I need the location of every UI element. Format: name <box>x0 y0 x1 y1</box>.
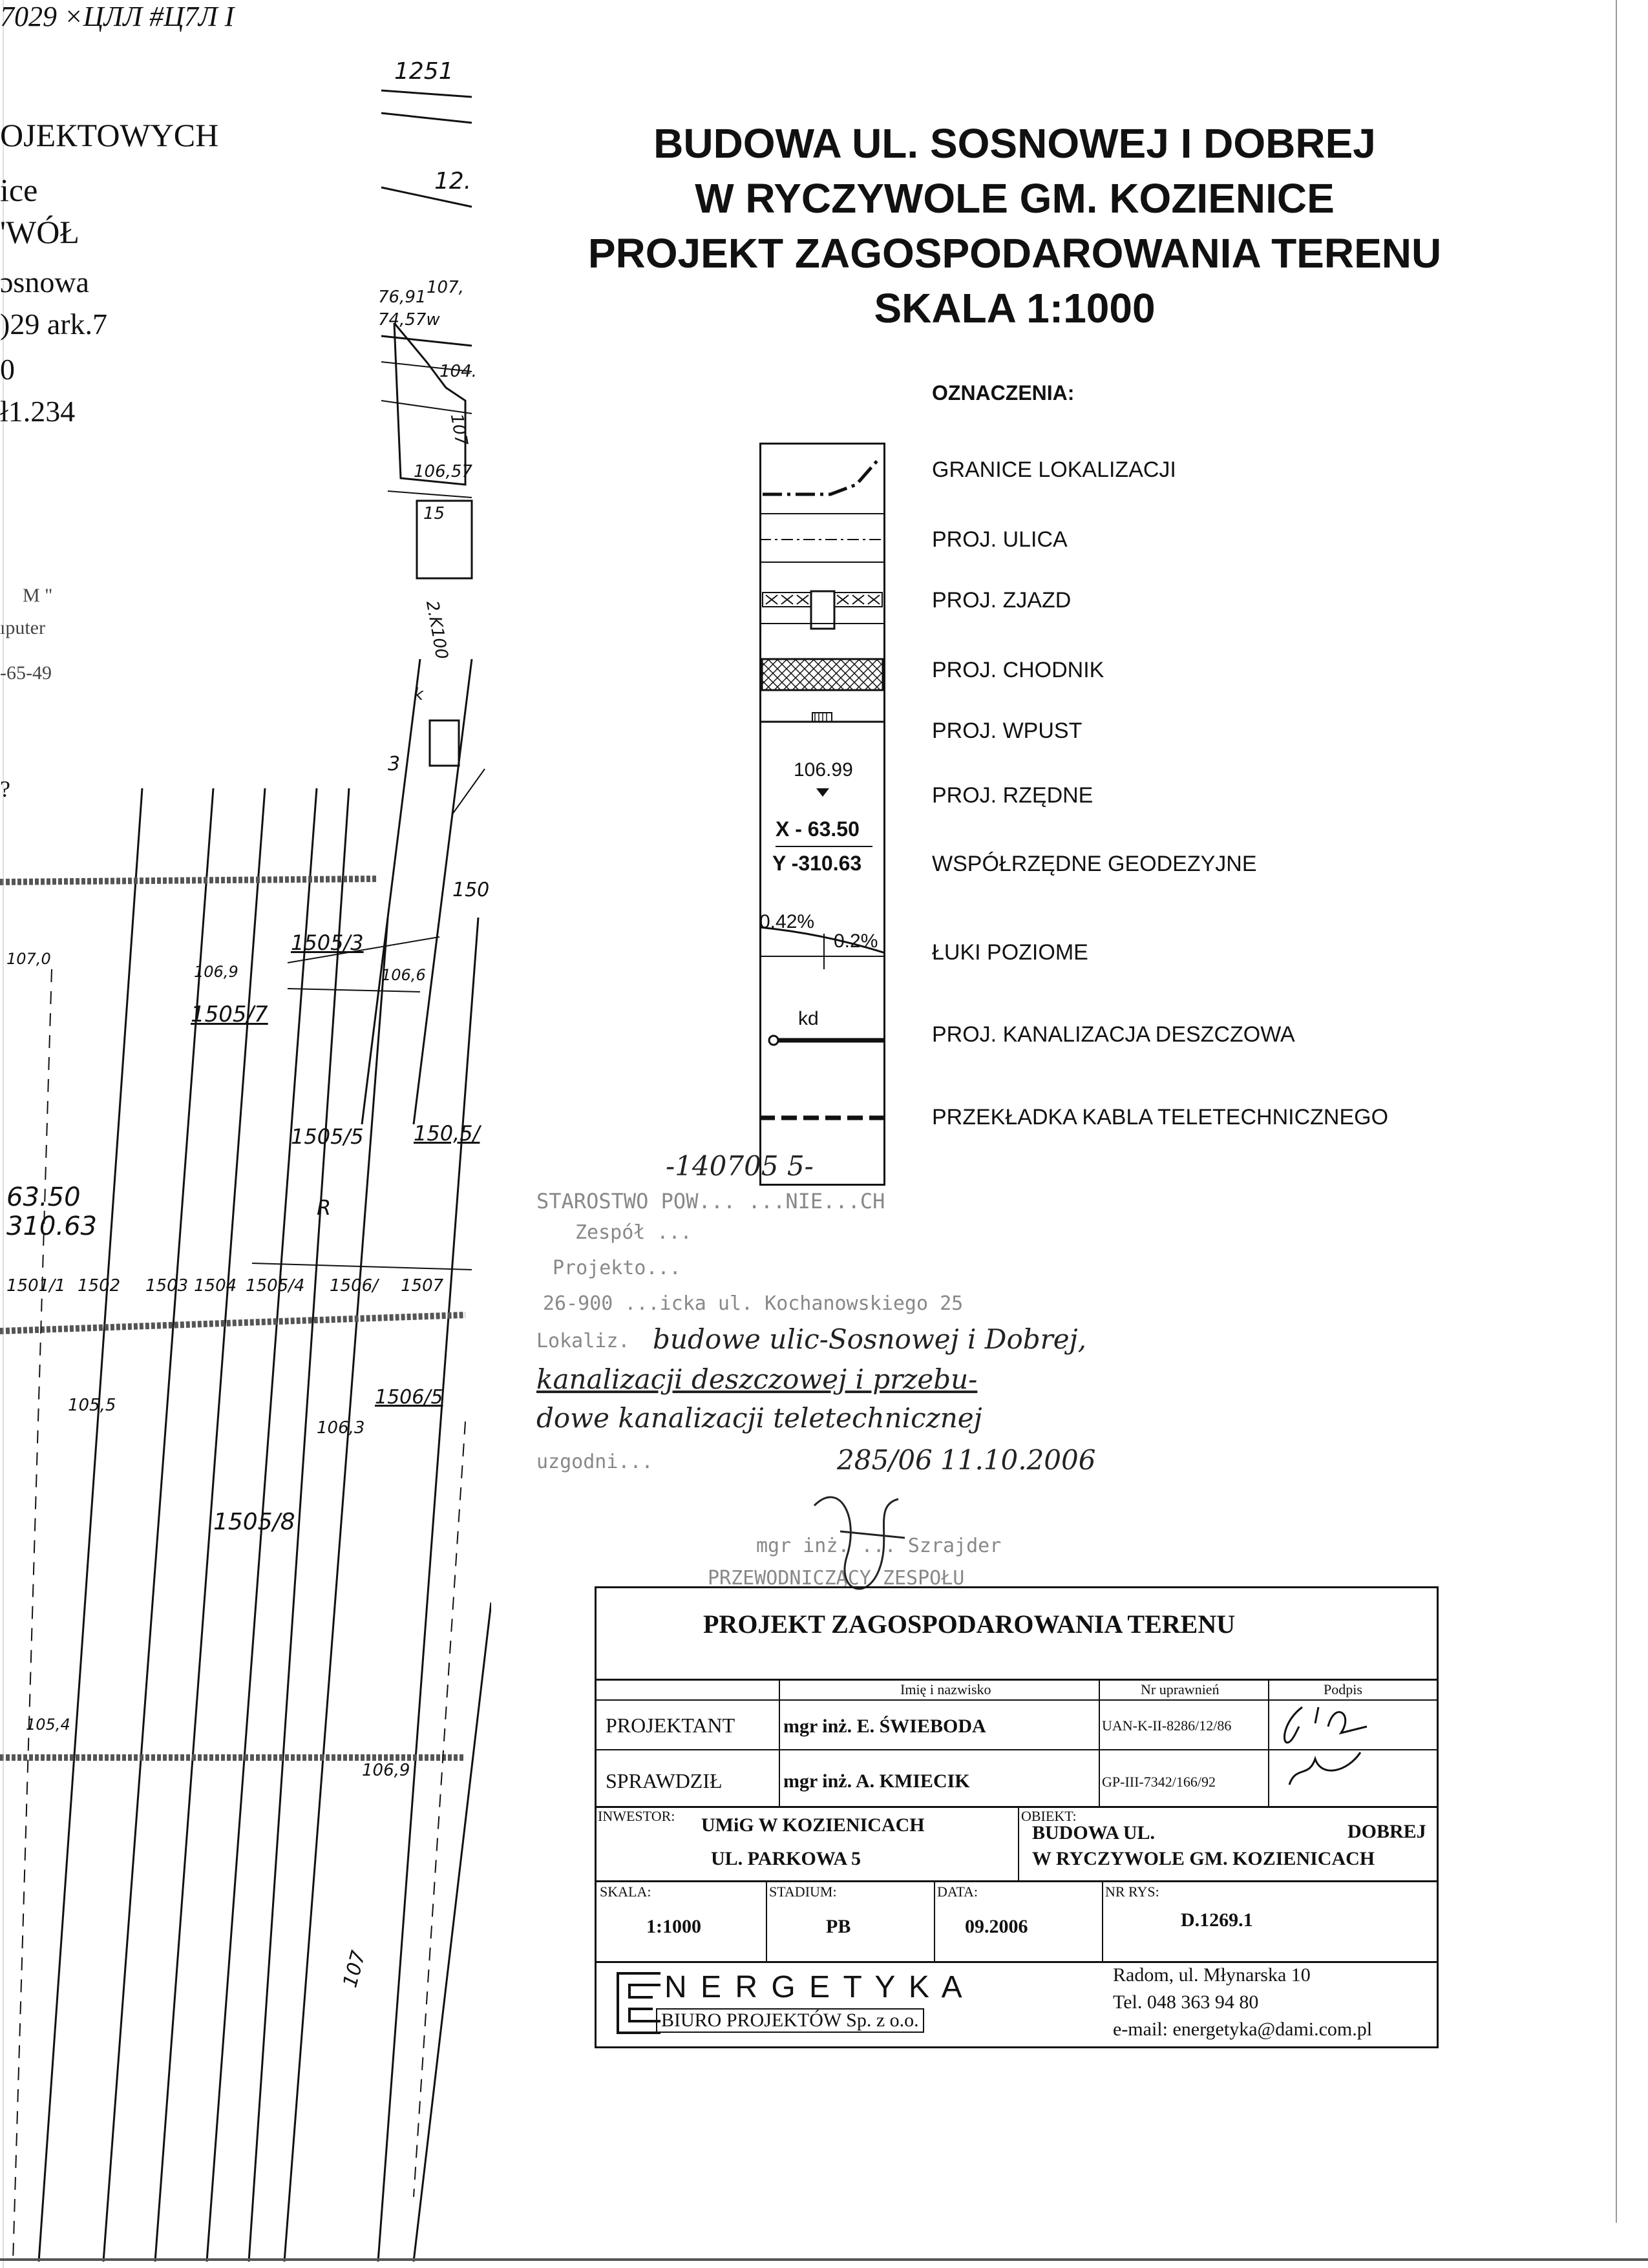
cut-mark: ? <box>0 776 10 802</box>
investor-line-2: UL. PARKOWA 5 <box>711 1848 861 1869</box>
map-label: R <box>317 1195 332 1220</box>
checker-license: GP-III-7342/166/92 <box>1102 1774 1216 1790</box>
title-block-heading: PROJEKT ZAGOSPODAROWANIA TERENU <box>703 1610 1236 1639</box>
map-label: 12. <box>434 168 472 194</box>
cut-stamp-line: -65-49 <box>0 662 52 684</box>
company-subtitle: BIURO PROJEKTÓW Sp. z o.o. <box>656 2008 924 2033</box>
map-label: 106,57 <box>414 462 472 481</box>
title-block-col-name: Imię i nazwisko <box>900 1681 991 1697</box>
cut-company-line: ОЈЕКТОWYCH <box>0 117 219 153</box>
title-line-3: PROJEKT ZAGOSPODAROWANIA TERENU <box>587 230 1442 277</box>
map-label: 107 <box>339 1948 370 1990</box>
cut-sheet-line: )29 ark.7 <box>0 308 108 341</box>
designer-signature <box>1270 1688 1386 1804</box>
legend-item-label: PROJ. ZJAZD <box>932 588 1072 613</box>
stage-label: STADIUM: <box>769 1884 837 1900</box>
legend-item-label: ŁUKI POZIOME <box>932 940 1088 965</box>
cut-city-line: ice <box>0 172 38 208</box>
stamp-line: PRZEWODNICZĄCY ZESPOŁU <box>708 1567 965 1590</box>
map-label: 3 <box>388 753 401 775</box>
legend-item-label: PROJ. KANALIZACJA DESZCZOWA <box>932 1022 1295 1047</box>
date-label: DATA: <box>937 1884 978 1900</box>
cut-stamp-line: M " <box>23 585 53 606</box>
map-label: 1505/3 <box>291 930 364 955</box>
designer-role: PROJEKTANT <box>606 1714 735 1737</box>
designer-name: mgr inż. E. ŚWIEBODA <box>783 1716 986 1737</box>
stamp-line: Projekto... <box>553 1257 681 1279</box>
cut-place-line: 'WÓŁ <box>0 214 79 250</box>
scan-right-edge <box>1616 0 1617 2223</box>
map-label: 1251 <box>394 58 454 85</box>
object-line-1: BUDOWA UL. <box>1032 1822 1156 1843</box>
map-label: 1501/1 <box>6 1276 66 1296</box>
stamp-number: -140705 5- <box>666 1150 814 1182</box>
legend-sample-y: Y -310.63 <box>772 852 862 875</box>
legend-item-label: WSPÓŁRZĘDNE GEODEZYJNE <box>932 852 1257 876</box>
cut-number-line: ł1.234 <box>0 395 76 428</box>
investor-line-1: UMiG W KOZIENICACH <box>701 1814 925 1836</box>
map-label: 105,5 <box>68 1396 116 1415</box>
map-label: 2.K100 <box>422 599 452 661</box>
investor-label: INWESTOR: <box>598 1808 675 1824</box>
map-label: 1506/ <box>330 1276 378 1296</box>
title-line-1: BUDOWA UL. SOSNOWEJ I DOBREJ <box>653 120 1376 167</box>
stamp-line: mgr inż. ... Szrajder <box>756 1535 1002 1557</box>
map-label: 106,6 <box>381 966 426 984</box>
map-label: 63.50 <box>6 1182 81 1212</box>
map-label: 150,5/ <box>414 1121 480 1146</box>
legend-sample-x: X - 63.50 <box>776 817 860 841</box>
map-label: 1506/5 <box>375 1386 443 1409</box>
company-address: Radom, ul. Młynarska 10 <box>1113 1964 1311 1986</box>
checker-name: mgr inż. A. KMIECIK <box>783 1770 970 1792</box>
cut-number-line: 0 <box>0 353 15 386</box>
stamp-handwriting-number: 285/06 <box>837 1444 933 1476</box>
cut-stamp-line: ıputer <box>0 617 45 638</box>
map-label: 1505/7 <box>191 1002 268 1027</box>
map-label: 15 <box>423 504 445 523</box>
drawing-title <box>491 116 1538 336</box>
checker-role: SPRAWDZIŁ <box>606 1769 723 1792</box>
company-phone: Tel. 048 363 94 80 <box>1113 1991 1259 2013</box>
stamp-handwriting: budowe ulic-Sosnowej i Dobrej, <box>653 1323 1086 1355</box>
stamp-line: Zespół ... <box>575 1221 692 1244</box>
cut-heading-line: 7029 ×ЦЛЛ #Ц7Л I <box>0 1 235 32</box>
legend-item-label: PROJ. RZĘDNE <box>932 783 1093 808</box>
map-label: 1505/5 <box>291 1124 364 1149</box>
legend-item-label: GRANICE LOKALIZACJI <box>932 457 1176 482</box>
title-block-col-license: Nr uprawnień <box>1141 1681 1220 1697</box>
legend-item-label: PRZEKŁADKA KABLA TELETECHNICZNEGO <box>932 1105 1389 1129</box>
map-label: 1502 <box>78 1276 121 1296</box>
map-label: 1505/4 <box>246 1276 305 1296</box>
cut-street-line: ɔsnowa <box>0 266 89 299</box>
stamp-line: 26-900 ...icka ul. Kochanowskiego 25 <box>543 1292 964 1315</box>
map-label: 150 <box>452 879 490 901</box>
company-name: N E R G E T Y K A <box>664 1970 965 2004</box>
stage-value: PB <box>826 1916 851 1937</box>
legend-symbols <box>759 443 885 1186</box>
stamp-handwriting-date: 11.10.2006 <box>940 1444 1096 1476</box>
map-label: 107 <box>446 412 471 448</box>
legend-sample-slope-1: 0.42% <box>759 911 815 932</box>
legend-item-label: PROJ. ULICA <box>932 527 1068 552</box>
stamp-line: Lokaliz. <box>536 1330 630 1352</box>
legend-item-label: PROJ. WPUST <box>932 719 1083 743</box>
scale-label: SKALA: <box>600 1884 651 1900</box>
map-label: 106,9 <box>194 963 238 981</box>
drawing-number-value: D.1269.1 <box>1181 1909 1253 1931</box>
title-block-col-signature: Podpis <box>1324 1681 1362 1697</box>
legend-item-label: PROJ. CHODNIK <box>932 658 1104 682</box>
object-label: OBIEKT: <box>1021 1808 1077 1824</box>
date-value: 09.2006 <box>965 1916 1028 1937</box>
map-label: 310.63 <box>6 1212 97 1241</box>
drawing-number-label: NR RYS: <box>1105 1884 1159 1900</box>
legend-heading: OZNACZENIA: <box>932 381 1075 404</box>
designer-license: UAN-K-II-8286/12/86 <box>1102 1717 1232 1734</box>
map-label: 76,91 <box>378 288 427 307</box>
map-label: 105,4 <box>26 1716 70 1734</box>
map-label: 104. <box>439 362 477 381</box>
map-label: 1505/8 <box>213 1509 295 1535</box>
legend-sample-kd: kd <box>798 1008 819 1029</box>
stamp-handwriting: dowe kanalizacji teletechnicznej <box>536 1402 982 1434</box>
map-label: 1503 <box>145 1276 189 1296</box>
company-email: e-mail: energetyka@dami.com.pl <box>1113 2019 1373 2040</box>
object-line-1-end: DOBREJ <box>1347 1821 1426 1842</box>
legend-sample-elevation: 106.99 <box>794 759 853 781</box>
map-label: 1507 <box>401 1276 444 1296</box>
map-label: 107,0 <box>6 950 51 968</box>
stamp-line: STAROSTWO POW... ...NIE...CH <box>536 1189 885 1213</box>
map-label: 106,3 <box>317 1418 365 1438</box>
title-line-4: SKALA 1:1000 <box>874 285 1156 331</box>
stamp-handwriting: kanalizacji deszczowej i przebu- <box>536 1363 978 1395</box>
stamp-line: uzgodni... <box>536 1451 653 1473</box>
map-label: 1504 <box>194 1276 237 1296</box>
map-label: 107, <box>427 278 464 297</box>
legend-sample-slope-2: 0.2% <box>834 930 878 952</box>
object-line-2: W RYCZYWOLE GM. KOZIENICACH <box>1032 1848 1375 1869</box>
scale-value: 1:1000 <box>646 1916 701 1937</box>
map-label: 106,9 <box>362 1761 410 1780</box>
scan-bottom-edge <box>0 2258 1648 2261</box>
title-line-2: W RYCZYWOLE GM. KOZIENICE <box>695 175 1335 222</box>
map-label: 74,57w <box>378 310 440 330</box>
map-label: k <box>414 685 424 704</box>
